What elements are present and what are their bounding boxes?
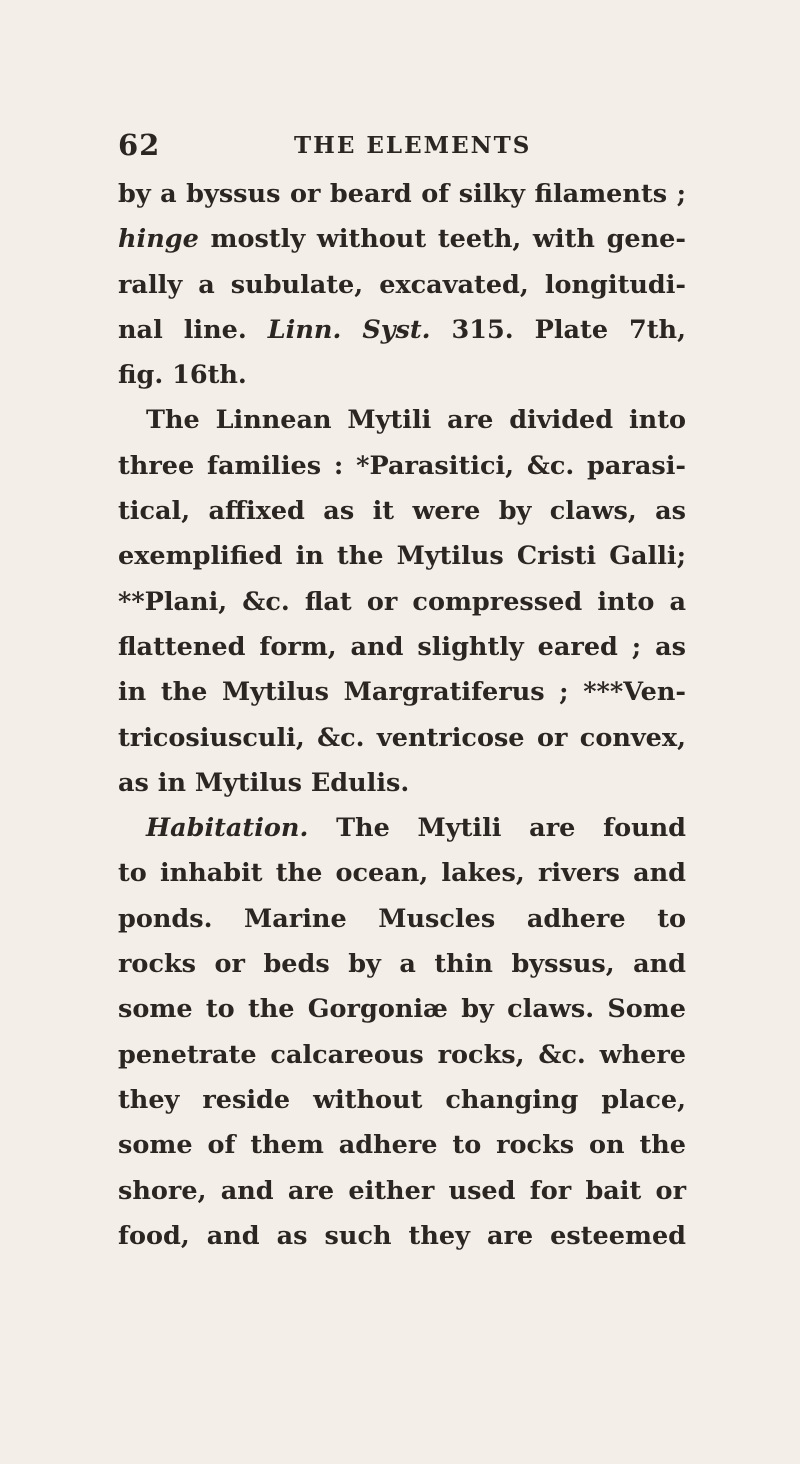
page-header bbox=[118, 128, 678, 168]
text-line: food, and as such they are esteemed bbox=[118, 1220, 686, 1251]
text-line: exemplified in the Mytilus Cristi Galli; bbox=[118, 541, 686, 572]
italic-reference: Linn. Syst. bbox=[267, 314, 431, 345]
page-number: 62 bbox=[118, 128, 161, 162]
text-line: Habitation. The Mytili are found bbox=[146, 813, 686, 844]
text-line: by a byssus or beard of silky filaments ; bbox=[118, 179, 686, 209]
text-line: hinge mostly without teeth, with gene- bbox=[118, 224, 686, 255]
text-line: shore, and are either used for bait or bbox=[118, 1175, 686, 1206]
text-line: penetrate calcareous rocks, &c. where bbox=[118, 1039, 686, 1070]
text-line: The Linnean Mytili are divided into bbox=[146, 405, 686, 436]
body-text bbox=[118, 172, 686, 1259]
text-line: tical, affixed as it were by claws, as bbox=[118, 496, 686, 527]
text-line: rocks or beds by a thin byssus, and bbox=[118, 949, 686, 980]
italic-heading: Habitation. bbox=[146, 813, 309, 844]
text-line: three families : *Parasitici, &c. parasi- bbox=[118, 450, 686, 481]
text-line: tricosiusculi, &c. ventricose or convex, bbox=[118, 722, 686, 753]
text-line: flattened form, and slightly eared ; as bbox=[118, 631, 686, 662]
text-line: some of them adhere to rocks on the bbox=[118, 1130, 686, 1161]
text-line: in the Mytilus Margratiferus ; ***Ven- bbox=[118, 677, 686, 708]
text-line: as in Mytilus Edulis. bbox=[118, 767, 410, 798]
text-line: they reside without changing place, bbox=[118, 1084, 686, 1115]
text-line: **Plani, &c. flat or compressed into a bbox=[118, 586, 686, 617]
text-line: rally a subulate, excavated, longitudi- bbox=[118, 269, 686, 300]
text-line: ponds. Marine Muscles adhere to bbox=[118, 903, 686, 934]
text-line: fig. 16th. bbox=[118, 360, 247, 391]
text-line: nal line. Linn. Syst. 315. Plate 7th, bbox=[118, 314, 686, 345]
italic-term: hinge bbox=[118, 224, 199, 255]
text-line: to inhabit the ocean, lakes, rivers and bbox=[118, 858, 686, 889]
running-title: THE ELEMENTS bbox=[294, 132, 532, 159]
text-line: some to the Gorgoniæ by claws. Some bbox=[118, 994, 686, 1025]
